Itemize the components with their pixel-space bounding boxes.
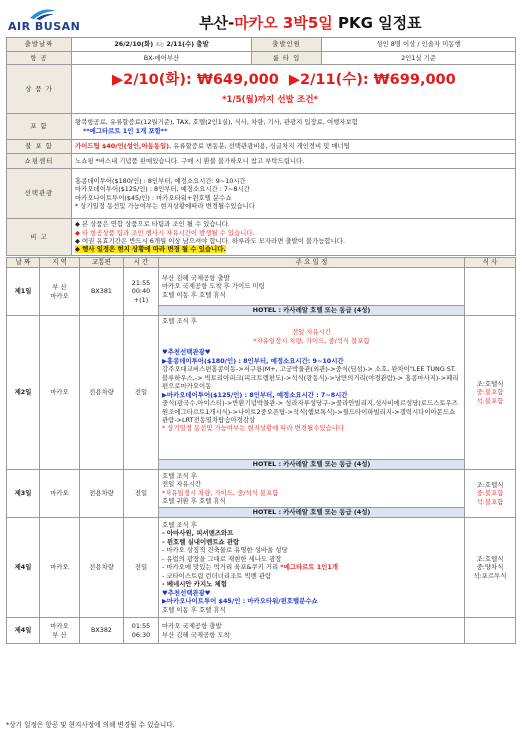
departure-label: 출발날짜: [7, 38, 72, 52]
day4-label: 제4일: [7, 518, 40, 618]
col-date: 날 짜: [7, 258, 40, 268]
title-part-4: PKG 일정표: [332, 14, 422, 32]
option-line: 홍콩데이투어($180/인) : 8인부터, 예정소요시간: 9~10시간: [75, 176, 246, 185]
option-line: 마카오나이트투어($45/인) : 마카오타워+윈호텔 분수쇼: [75, 193, 232, 202]
price-label: 상 품 가: [7, 65, 72, 114]
info-table: [6, 37, 516, 256]
day3-schedule: 호텔 조식 후 전일 자유시간 *자유일정시 차량, 가이드, 중/석식 불포함 호텔 귀환 후 호텔 휴식: [159, 470, 465, 508]
day2-label: 제2일: [7, 316, 40, 470]
schedule-header-row: [7, 258, 516, 268]
day3-hotel: HOTEL : 카사레알 호텔 또는 동급 (4성): [159, 508, 465, 518]
room-type-value: 2인1실 기준: [322, 52, 516, 65]
price-cell: [72, 65, 516, 114]
col-meals: 식 사: [465, 258, 516, 268]
title-part-1: 부산-: [199, 14, 235, 32]
day3-meals: 조:호텔식 중:불포함 석:불포함: [465, 470, 516, 518]
exclude-rest: , 유류할증료 변동분, 선택관광비용, 싱글차지 개인경비 및 매너팁: [169, 142, 350, 151]
day1-transport: BX381: [80, 268, 124, 316]
airbusan-wing-icon: [28, 8, 58, 20]
exclude-label: 불 포 함: [7, 140, 72, 154]
option-cell: [72, 169, 516, 219]
day1-label: 제1일: [7, 268, 40, 316]
day5-meals: [465, 618, 516, 644]
people-label: 출발인원: [252, 38, 322, 52]
include-cell: [72, 114, 516, 140]
title-part-2: 마카오: [234, 14, 278, 32]
footer-note: *상기 일정은 항공 및 현지사정에 의해 변경될 수 있습니다.: [6, 721, 175, 729]
day1-hotel: HOTEL : 카사레알 호텔 또는 동급 (4성): [159, 306, 465, 316]
day2-time: 전일: [124, 316, 159, 470]
include-value: 왕복항공료, 유류할증료(12월기준), TAX, 호텔(2인1실), 식사, 차량, 기사, 관광지 입장료, 여행자보험: [75, 118, 358, 127]
option-label: 선택관광: [7, 169, 72, 219]
people-value: 성인 8명 이상 / 인솔자 미동행: [322, 38, 516, 52]
title-part-3: 3박5일: [277, 14, 333, 32]
col-transport: 교통편: [80, 258, 124, 268]
day4-region: 마카오: [40, 518, 80, 618]
airline-label: 항 공: [7, 52, 72, 65]
header: [4, 6, 516, 36]
note-line: ◆ 본 상품은 연합 상품으로 타팀과 조인 될 수 있습니다.: [75, 220, 230, 229]
day2-meals: 조:호텔식 중:불포함 석:불포함: [465, 316, 516, 470]
shopping-label: 쇼핑센터: [7, 154, 72, 169]
departure-value: 26/2/10(화) 호는 2/11(수) 출발: [72, 38, 252, 52]
day5-transport: BX382: [80, 618, 124, 644]
price-1: ▶2/10(화): ₩649,000: [112, 72, 279, 89]
room-type-label: 룸 타 입: [252, 52, 322, 65]
logo-text: AIR BUSAN: [8, 20, 81, 33]
day3-time: 전일: [124, 470, 159, 518]
day4-schedule: 호텔 조식 후 - 아마사원, 피셔맨즈와프 - 윈호텔 실내이벤트쇼 관람 - 마카오 상징적 건축물로 유명한 성바울 성당 - 유럽의 광장을 그대로 재현한 세나도 광장 - 마카오에 맛있는 먹거리 육포&쿠키 거리 *에그타르트 1인1개 - 코타이스트립 런더너리조트 빅벤 관람 - 베네시안 카지노 체험 ♥추천선택관광♥ ▶마카오나이트투어 $45/인 : 마카오타워/윈호텔분수쇼 호텔 이동 후 호텔 휴식: [159, 518, 465, 618]
day5-time: 01:55 06:30: [124, 618, 159, 644]
note-label: 비 고: [7, 219, 72, 256]
shopping-value: 노쇼핑 *버스내 기념품 판매있습니다. 구매 시 환불 불가하오니 참고 부탁드립니다.: [72, 154, 516, 169]
note-line: ◆ 타 항공상품 팀과 조인 행사시 자유시간이 발생될 수 있습니다.: [75, 228, 255, 237]
day3-row: [7, 470, 516, 508]
day2-schedule: 호텔 조식 후 전일 자유시간 *자유일정시 차량, 가이드, 중/석식 불포함 ♥추천선택관광♥ ▶홍콩데이투어($180/인) : 8인부터, 예정소요시간: 9~10시간 강주오대교버스편홍콩이동->서구룡(M+, 고궁박물관(외관)->중식(딤섬)-> 소호, 완차이"LEE TUNG ST. 블루하우스,-> 빅토리아피크(피크트램편도)->석식(광동식)->낭만의거리(야경관람)-> 홍콩마사지)->페리편으로마카오이동 ▶마카오데이투어($125/인) : 8인부터, 예정소요시간 : 7~8시간 중식(광국수,아이스티)->반환기념박물관-> 성라자루성당구->콜라안빌리지,성사비에르성당(로드스토우즈원조에그타르트1개시식)->나이트2중오픈탑->석식(햄보톡식)->윌드타이파빌리지->갤럭시다이아몬드쇼관람->LRT전동열차탑승아경감상 * 상기일정 동선및 가능여부는 현지상황에 따라 변경될수있습니다: [159, 316, 465, 460]
day1-schedule: 부산 김해 국제공항 출발 마카오 국제공항 도착 후 가이드 미팅 호텔 이동 후 호텔 휴식: [159, 268, 465, 306]
day2-hotel: HOTEL : 카사레알 호텔 또는 동급 (4성): [159, 460, 465, 470]
day2-row: [7, 316, 516, 460]
day5-row: [7, 618, 516, 644]
page-title: [199, 12, 422, 33]
airline-value: BX-에어부산: [72, 52, 252, 65]
airbusan-logo: [8, 8, 118, 36]
day3-transport: 전용차량: [80, 470, 124, 518]
day4-transport: 전용차량: [80, 518, 124, 618]
price-row: [112, 71, 512, 90]
day5-label: 제4일: [7, 618, 40, 644]
day3-region: 마카오: [40, 470, 80, 518]
day3-label: 제3일: [7, 470, 40, 518]
option-line: 마카오데이투어($125/인) : 8인부터, 예정소요시간 : 7~8시간: [75, 185, 250, 194]
day1-time: 21:55 00:40 +(1): [124, 268, 159, 316]
note-line: ◆ 행사 일정은 현지 상황에 따라 변경 될 수 있습니다.: [75, 245, 226, 254]
day4-row: [7, 518, 516, 618]
schedule-table: [6, 257, 516, 644]
exclude-cell: [72, 140, 516, 154]
note-line: ◆ 여권 유효기간은 반드시 6개월 이상 남으셔야 합니다. 하루라도 모자라면 출발이 불가능합니다.: [75, 237, 345, 245]
day1-region: 부 산 마카오: [40, 268, 80, 316]
day2-region: 마카오: [40, 316, 80, 470]
day2-transport: 전용차량: [80, 316, 124, 470]
note-cell: [72, 219, 516, 256]
day5-region: 마카오 부 산: [40, 618, 80, 644]
col-region: 지 역: [40, 258, 80, 268]
price-2: ▶2/11(수): ₩699,000: [288, 72, 456, 89]
col-schedule: 주 요 일 정: [159, 258, 465, 268]
day4-time: 전일: [124, 518, 159, 618]
option-line: * 상기일정 동선및 가능여부는 현지상황에따라 변경될수있습니다: [75, 201, 256, 210]
day1-row: [7, 268, 516, 306]
day5-schedule: 마카오 국제공항 출발 부산 김해 국제공항 도착: [159, 618, 465, 644]
price-note: *1/5(월)까지 선발 조건*: [222, 95, 319, 106]
col-time: 시 간: [124, 258, 159, 268]
guide-tip: 가이드팁 $40/인(성인,아동동일): [75, 142, 170, 151]
day1-meals: [465, 268, 516, 316]
include-label: 포 함: [7, 114, 72, 140]
day4-meals: 조:호텔식 중:양차식 석:포르투식: [465, 518, 516, 618]
include-note: **에그타르트 1인 1개 포함**: [83, 126, 168, 135]
